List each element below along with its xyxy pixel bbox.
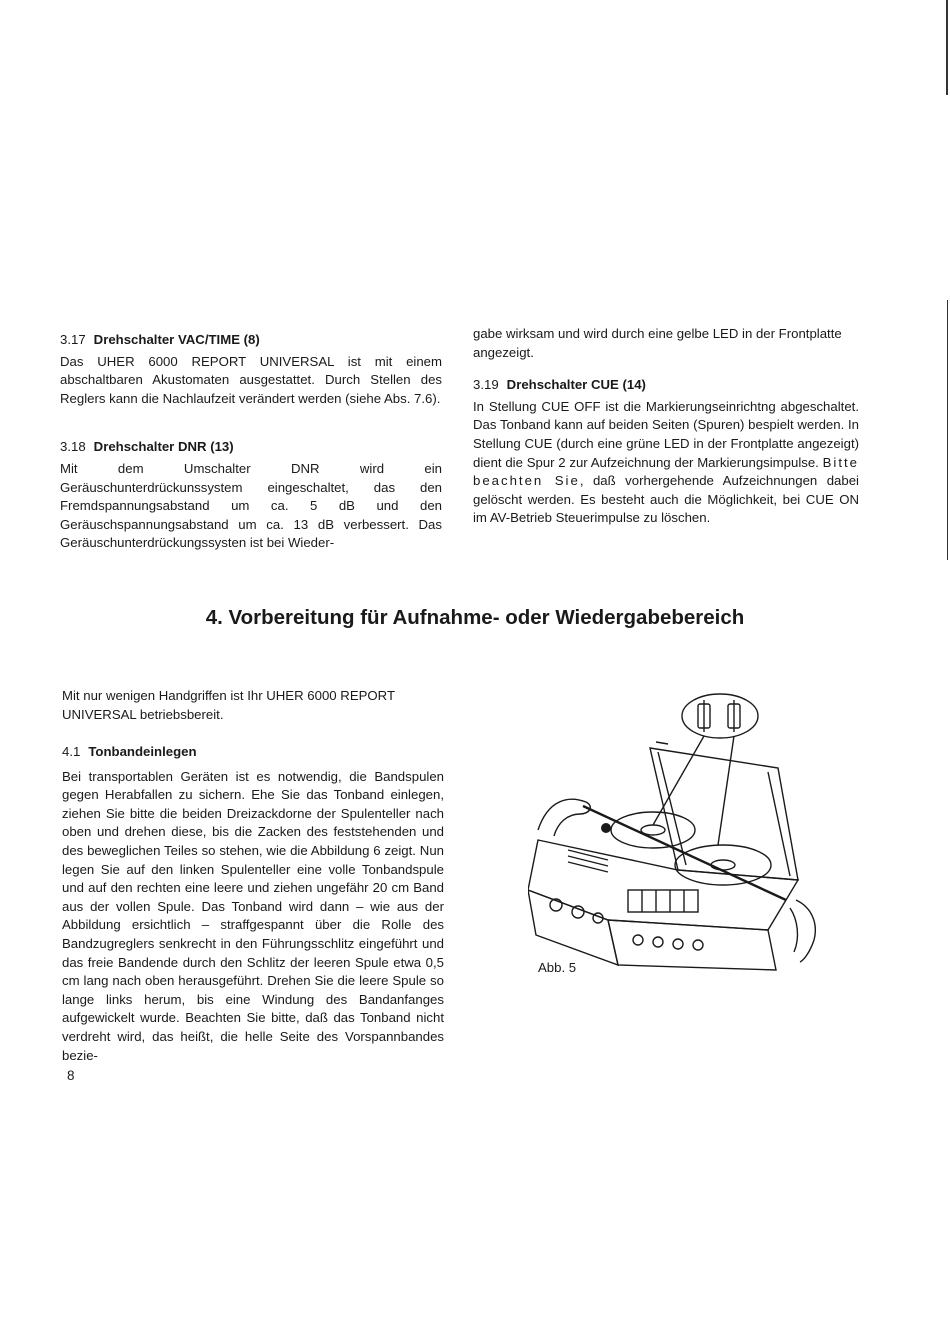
section-number: 4.1 [62,744,81,759]
section-heading-4-1 [62,743,444,762]
right-hand [796,900,815,962]
section-title: Drehschalter CUE (14) [506,377,646,393]
section-heading-3-17 [60,331,442,350]
spindle-detail-callout [682,694,758,738]
chapter-intro [62,687,444,724]
section-body-4-1: Bei transportablen Geräten ist es notwendig, die Bandspulen gegen Herabfallen zu sichern. Ehe Sie das Tonband einlegen, ziehen Sie bitte die beiden Dreizackdorne der Spulenteller nach oben und drehen diese, bis die Zacken des feststehenden und des beweglichen Teiles so stehen, wie die Abbildung 6 zeigt. Nun legen Sie auf den linken Spulenteller eine volle Tonbandspule und auf den rechten eine leere und ziehen ungefähr 20 cm Band aus der vollen Spule. Das Tonband wird dann – wie aus der Abbildung ersichtlich – straffgespannt über die Rolle des Bandzugreglers senkrecht in den Führungsschlitz eingeführt und das freie Bandende durch den Schlitz der leeren Spule etwa 0,5 cm lang nach oben herausgeführt. Drehen Sie die leere Spule so lange links herum, bis eine Windung des Bandanfanges aufgewickelt wurde. Beachten Sie bitte, daß das Tonband nicht verdreht wird, das heißt, die helle Seite des Vorspannbandes bezie- [62,768,444,1063]
section-body-3-19-a: In Stellung CUE OFF ist die Markierungseinrichtng abgeschaltet. Das Tonband kann auf beiden Seiten (Spuren) bespielt werden. In Stellung CUE (durch eine grüne LED in der Frontplatte angezeigt) dient die Spur 2 zur Aufzeichnung der Markierungsimpulse. [473,398,859,470]
section-heading-3-18 [60,438,442,457]
section-body-3-18-part1: Mit dem Umschalter DNR wird ein Geräuschunterdrückunssystem eingeschaltet, das den Fremdspannungsabstand um ca. 5 dB und den Geräuschspannungsabstand um ca. 13 dB verbessert. Das Geräuschunterdrückungssysten ist bei Wieder- [60,460,442,551]
section-heading-3-19 [473,376,859,395]
side-panel [608,920,776,970]
intro-text: Mit nur wenigen Handgriffen ist Ihr UHER 6000 REPORT UNIVERSAL betriebsbereit. [62,688,395,722]
left-reel [611,812,695,848]
right-column-top [473,325,859,528]
section-title: Drehschalter DNR (13) [93,439,234,455]
chapter-title: 4. Vorbereitung für Aufnahme- oder Wiedergabebereich [205,606,745,629]
section-body-3-17: Das UHER 6000 REPORT UNIVERSAL ist mit einem abschaltbaren Akustomaten ausgestattet. Durch Stellen des Reglers kann die Nachlaufzeit verändert werden (siehe Abs. 7.6). [60,353,442,406]
section-number: 3.18 [60,439,86,455]
section-number: 3.19 [473,377,499,393]
left-column-top [60,331,442,553]
tape-recorder-illustration [528,690,828,980]
figure-caption: Abb. 5 [538,960,577,975]
page-number: 8 [67,1068,75,1083]
emphasis-text: Bitte beachten Sie [473,454,859,489]
section-title: Tonbandeinlegen [88,744,197,759]
section-number: 3.17 [60,332,86,347]
tape-recorder-drawing [528,690,828,980]
section-body-3-19-b: , daß vorhergehende Aufzeichnungen dabei gelöscht werden. Es besteht auch die Möglichkeit, bei CUE ON im AV-Betrieb Steuerimpulse zu löschen. [473,473,859,526]
section-body-3-18-part2: gabe wirksam und wird durch eine gelbe LED in der Frontplatte angezeigt. [473,326,842,360]
left-hand [538,799,590,836]
scan-edge-mark [946,0,948,95]
section-4-1 [62,743,444,1065]
front-panel [528,890,618,965]
section-body-3-19 [473,398,859,528]
right-reel [675,845,771,885]
scan-edge-mark [947,300,948,560]
deck-top [528,840,798,930]
section-title: Drehschalter VAC/TIME (8) [93,332,260,347]
